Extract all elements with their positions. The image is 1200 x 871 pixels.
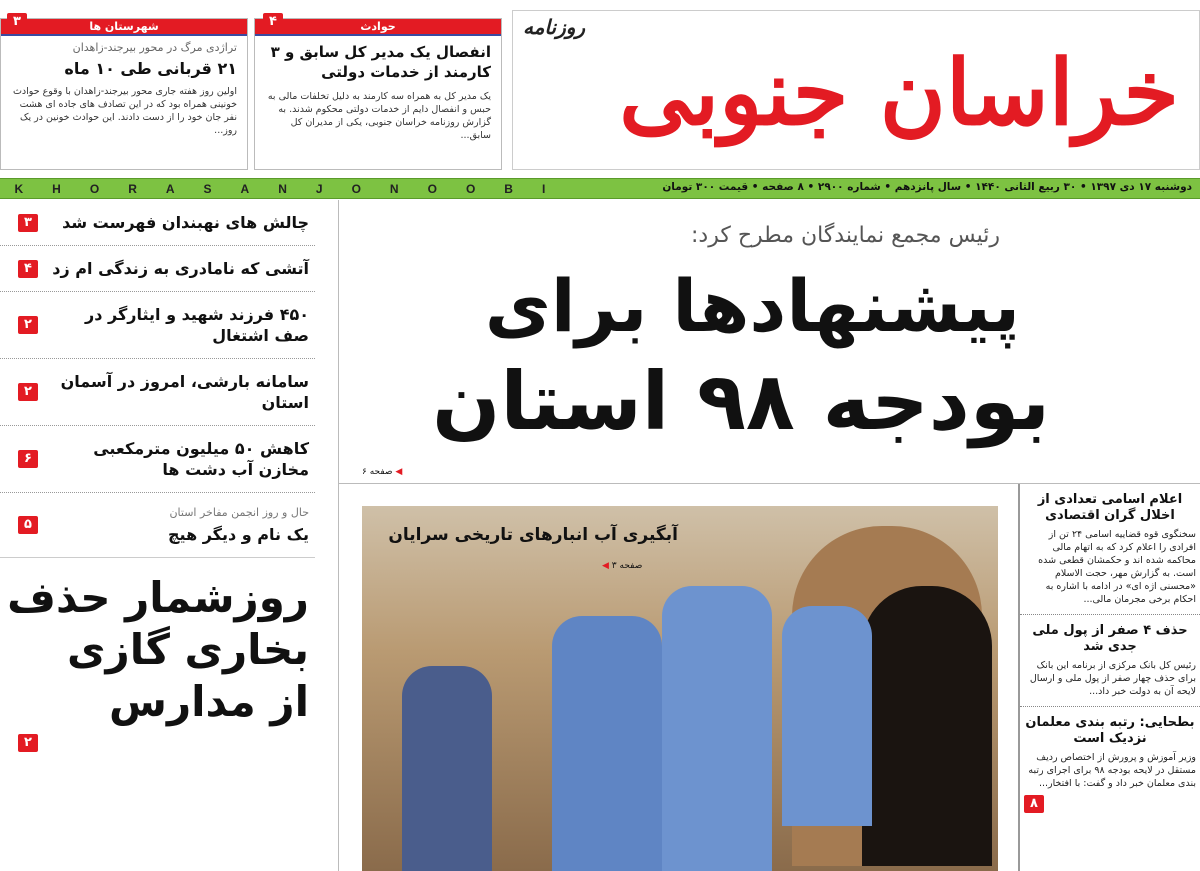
item-title: سامانه بارشی، امروز در آسمان استان <box>60 372 309 412</box>
photo-caption: آبگیری آب انبارهای تاریخی سرایان <box>388 525 678 545</box>
photo-person <box>782 606 872 826</box>
newspaper-logo: خراسان جنوبی <box>619 40 1179 146</box>
page-badge: ۲ <box>18 383 38 401</box>
name-letter: J <box>315 181 323 196</box>
row-divider <box>338 483 1200 484</box>
page-badge: ۳ <box>18 214 38 232</box>
name-letter: B <box>504 181 513 196</box>
left-column <box>0 200 315 758</box>
photo-person <box>662 586 772 871</box>
page-badge: ۲ <box>18 734 38 752</box>
lead-page-ref <box>362 466 402 478</box>
name-letter: A <box>165 181 175 196</box>
dateline: دوشنبه ۱۷ دی ۱۳۹۷ • ۳۰ ربیع الثانی ۱۴۴۰ • سال پانزدهم • شماره ۲۹۰۰ • ۸ صفحه • قیمت ۳۰۰ تومان <box>662 181 1192 193</box>
name-letter: R <box>128 181 137 196</box>
name-letter: H <box>52 181 61 196</box>
name-letter: K <box>14 181 24 196</box>
section-header: شهرستان ها <box>1 19 247 36</box>
photo-doorway <box>862 586 992 866</box>
triangle-icon: ◀ <box>602 561 609 571</box>
left-item[interactable] <box>0 493 315 558</box>
name-letter: N <box>278 181 287 196</box>
name-letter: O <box>89 181 100 196</box>
name-letters <box>0 179 560 198</box>
info-bar <box>0 178 1200 199</box>
item-body: سخنگوی قوه قضاییه اسامی ۲۴ تن از افرادی را اعلام کرد که به اتهام مالی محاکمه شده اند و حکمشان قطعی شده است. به گزارش مهر، حجت الاسلام «محسنی اژه ای» در ادامه با اشاره به احکام برخی مجرمان مالی... <box>1038 529 1196 605</box>
right-item[interactable] <box>1020 715 1200 821</box>
big-headline-2: بخاری گازی <box>67 625 309 674</box>
page-ref: صفحه ۳ <box>611 561 643 571</box>
item-body: وزیر آموزش و پرورش از اختصاص ردیف مستقل در لایحه بودجه ۹۸ برای اجرای رتبه بندی معلمان خبر داد و گفت: با افتخار... <box>1028 752 1196 789</box>
page-badge: ۴ <box>18 260 38 278</box>
name-letter: O <box>427 181 437 196</box>
summary: یک مدیر کل به همراه سه کارمند به دلیل تخلفات مالی به حبس و انفصال دایم از خدمات دولتی محکوم شدند. به گزارش روزنامه خراسان جنوبی، یکی از مدیران کل سابق... <box>267 91 491 141</box>
masthead <box>512 10 1200 170</box>
page-ref: صفحه ۶ <box>362 467 393 477</box>
item-title: یک نام و دیگر هیچ <box>168 525 309 544</box>
name-letter: O <box>351 181 361 196</box>
triangle-icon: ◀ <box>395 467 403 477</box>
lead-kicker: رئیس مجمع نمایندگان مطرح کرد: <box>691 223 1000 248</box>
right-column <box>1020 492 1200 821</box>
left-item[interactable] <box>0 292 315 359</box>
item-title: حذف ۴ صفر از پول ملی جدی شد <box>1032 623 1188 654</box>
section-header: حوادث <box>255 19 501 36</box>
page-badge: ۸ <box>1024 795 1044 813</box>
page-badge: ۵ <box>18 516 38 534</box>
left-item[interactable] <box>0 246 315 292</box>
lead-headline-2: بودجه ۹۸ استان <box>432 355 1050 448</box>
left-item[interactable] <box>0 200 315 246</box>
right-item[interactable] <box>1020 492 1200 615</box>
name-letter: O <box>465 181 476 196</box>
item-body: رئیس کل بانک مرکزی از برنامه این بانک برای حذف چهار صفر از پول ملی و ارسال لایحه آن به دولت خبر داد... <box>1029 660 1196 697</box>
big-headline-3: از مدارس <box>109 677 309 726</box>
photo-page-ref <box>602 560 642 572</box>
name-letter: S <box>203 181 212 196</box>
summary: اولین روز هفته جاری محور بیرجند-زاهدان با وقوع حوادث خونینی همراه بود که در این تصادف های جاده ای هشت نفر جان خود را از دست دادند. این حوادث خونین در یک روز... <box>12 86 237 136</box>
headline: ۲۱ قربانی طی ۱۰ ماه <box>64 59 237 78</box>
name-letter: A <box>240 181 250 196</box>
name-letter: N <box>389 181 399 196</box>
page-badge: ۲ <box>18 316 38 334</box>
item-title: ۴۵۰ فرزند شهید و ایثارگر در صف اشتغال <box>85 305 309 345</box>
left-big-story[interactable] <box>0 558 315 758</box>
item-title: بطحایی: رتبه بندی معلمان نزدیک است <box>1025 715 1195 746</box>
page-badge: ۳ <box>7 13 27 31</box>
lead-story[interactable] <box>340 222 1200 482</box>
column-divider <box>338 200 339 871</box>
big-headline-1: روزشمار حذف <box>7 573 309 622</box>
news-box-cities[interactable] <box>0 14 248 170</box>
left-item[interactable] <box>0 426 315 493</box>
headline: انفصال یک مدیر کل سابق و ۳ کارمند از خدمات دولتی <box>270 43 491 81</box>
photo-person <box>402 666 492 871</box>
photo-person <box>552 616 662 871</box>
item-title: کاهش ۵۰ میلیون مترمکعبی مخازن آب دشت ها <box>93 439 309 479</box>
item-kicker: حال و روز انجمن مفاخر استان <box>169 506 309 519</box>
item-title: چالش های نهبندان فهرست شد <box>62 213 309 232</box>
kicker: تراژدی مرگ در محور بیرجند-زاهدان <box>72 41 237 54</box>
page-badge: ۴ <box>263 13 283 31</box>
item-title: آتشی که نامادری به زندگی ام زد <box>52 259 309 278</box>
left-item[interactable] <box>0 359 315 426</box>
name-letter: I <box>541 181 546 196</box>
right-item[interactable] <box>1020 623 1200 707</box>
lead-headline-1: پیشنهادها برای <box>484 264 1020 348</box>
news-box-incidents[interactable] <box>254 14 502 170</box>
logo-prefix: روزنامه <box>523 15 586 39</box>
lead-photo[interactable] <box>362 506 998 871</box>
page-badge: ۶ <box>18 450 38 468</box>
item-title: اعلام اسامی تعدادی از اخلال گران اقتصادی <box>1037 492 1183 523</box>
